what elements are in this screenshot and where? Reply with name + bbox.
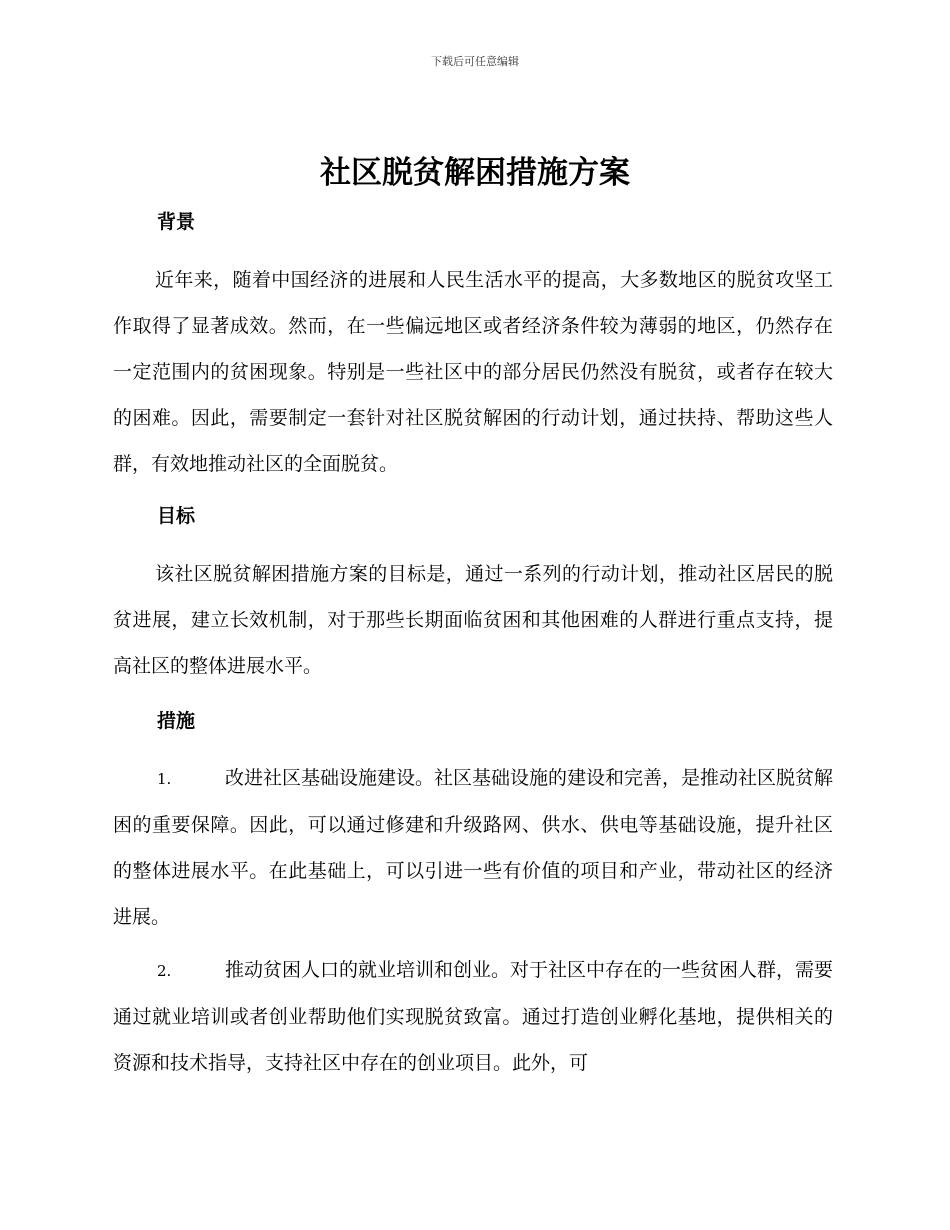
goal-paragraph: 该社区脱贫解困措施方案的目标是，通过一系列的行动计划，推动社区居民的脱贫进展，建立长效机制，对于那些长期面临贫困和其他困难的人群进行重点支持，提高社区的整体进展水平。 xyxy=(113,563,833,677)
measure-item-2 xyxy=(113,947,833,1086)
background-paragraph: 近年来，随着中国经济的进展和人民生活水平的提高，大多数地区的脱贫攻坚工作取得了显著成效。然而，在一些偏远地区或者经济条件较为薄弱的地区，仍然存在一定范围内的贫困现象。特别是一些社区中的部分居民仍然没有脱贫，或者存在较大的困难。因此，需要制定一套针对社区脱贫解困的行动计划，通过扶持、帮助这些人群，有效地推动社区的全面脱贫。 xyxy=(113,269,833,475)
page-header-note: 下载后可任意编辑 xyxy=(431,55,519,68)
list-item-text: 推动贫困人口的就业培训和创业。对于社区中存在的一些贫困人群，需要通过就业培训或者创业帮助他们实现脱贫致富。通过打造创业孵化基地，提供相关的资源和技术指导，支持社区中存在的创业项目。此外，可 xyxy=(113,959,834,1074)
section-heading-goal: 目标 xyxy=(157,505,196,527)
list-number: 1. xyxy=(157,770,172,788)
measure-item-1 xyxy=(113,755,833,940)
list-number: 2. xyxy=(157,962,172,980)
section-heading-background: 背景 xyxy=(157,211,196,233)
section-heading-measures: 措施 xyxy=(157,710,196,732)
list-item-text: 改进社区基础设施建设。社区基础设施的建设和完善，是推动社区脱贫解困的重要保障。因此，可以通过修建和升级路网、供水、供电等基础设施，提升社区的整体进展水平。在此基础上，可以引进一些有价值的项目和产业，带动社区的经济进展。 xyxy=(113,767,834,928)
document-title: 社区脱贫解困措施方案 xyxy=(320,155,630,191)
